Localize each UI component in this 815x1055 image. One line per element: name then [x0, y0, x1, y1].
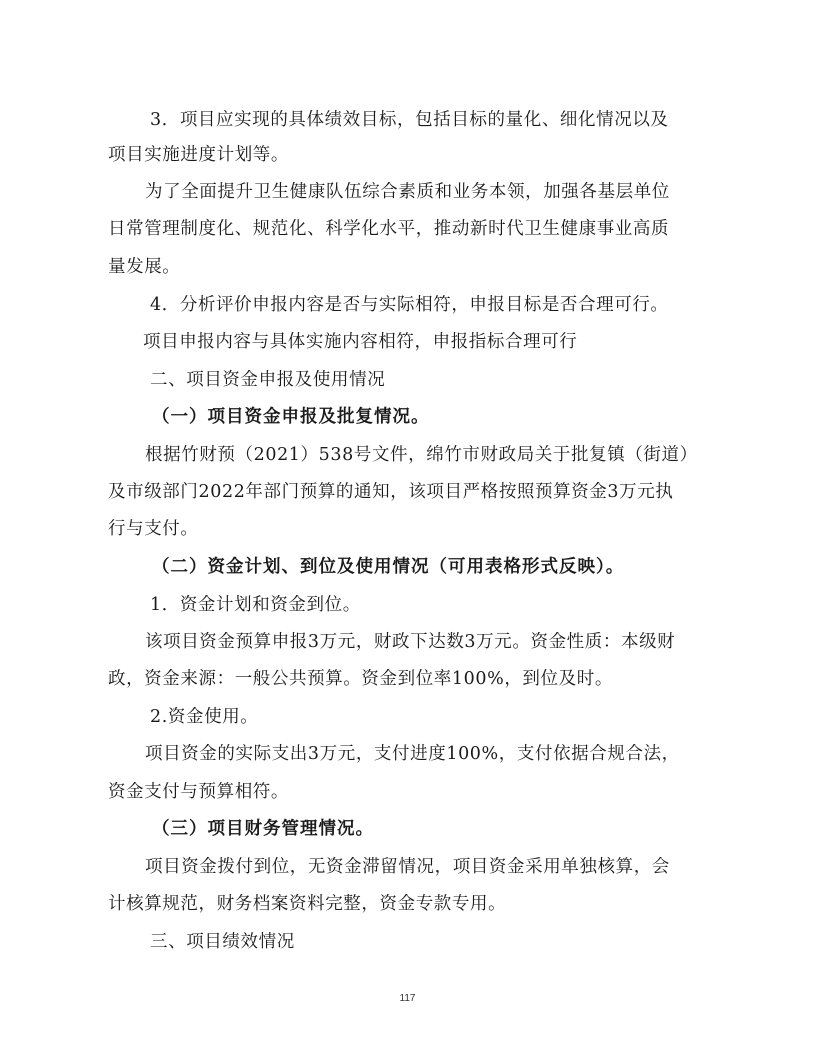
paragraph-line: 项目资金拨付到位，无资金滞留情况，项目资金采用单独核算，会	[145, 857, 670, 877]
paragraph-line: 日常管理制度化、规范化、科学化水平，推动新时代卫生健康事业高质	[108, 219, 670, 239]
section-heading: 二、项目资金申报及使用情况	[150, 370, 386, 390]
page-number: 117	[399, 993, 416, 1004]
paragraph-line: 资金支付与预算相符。	[108, 782, 289, 802]
paragraph-line: 项目申报内容与具体实施内容相符，申报指标合理可行	[143, 332, 578, 352]
paragraph-line: 2.资金使用。	[150, 707, 259, 727]
section-heading: 三、项目绩效情况	[150, 932, 295, 952]
paragraph-line: 3．项目应实现的具体绩效目标，包括目标的量化、细化情况以及	[150, 110, 669, 130]
subsection-heading: （三）项目财务管理情况。	[152, 819, 374, 839]
paragraph-line: 1．资金计划和资金到位。	[150, 595, 361, 615]
subsection-heading: （一）项目资金申报及批复情况。	[152, 407, 430, 427]
paragraph-line: 该项目资金预算申报3万元，财政下达数3万元。资金性质：本级财	[145, 632, 676, 652]
paragraph-line: 量发展。	[108, 257, 181, 277]
paragraph-line: 项目实施进度计划等。	[108, 145, 289, 165]
paragraph-line: 行与支付。	[108, 519, 199, 539]
paragraph-line: 政，资金来源：一般公共预算。资金到位率100%，到位及时。	[108, 669, 613, 689]
paragraph-line: 及市级部门2022年部门预算的通知，该项目严格按照预算资金3万元执	[108, 482, 674, 502]
paragraph-line: 计核算规范，财务档案资料完整，资金专款专用。	[108, 894, 507, 914]
paragraph-line: 项目资金的实际支出3万元，支付进度100%，支付依据合规合法，	[145, 744, 680, 764]
subsection-heading: （二）资金计划、到位及使用情况（可用表格形式反映）。	[152, 557, 625, 577]
paragraph-line: 根据竹财预（2021）538号文件，绵竹市财政局关于批复镇（街道）	[145, 445, 698, 465]
paragraph-line: 为了全面提升卫生健康队伍综合素质和业务本领，加强各基层单位	[145, 182, 670, 202]
paragraph-line: 4．分析评价申报内容是否与实际相符，申报目标是否合理可行。	[150, 295, 669, 315]
